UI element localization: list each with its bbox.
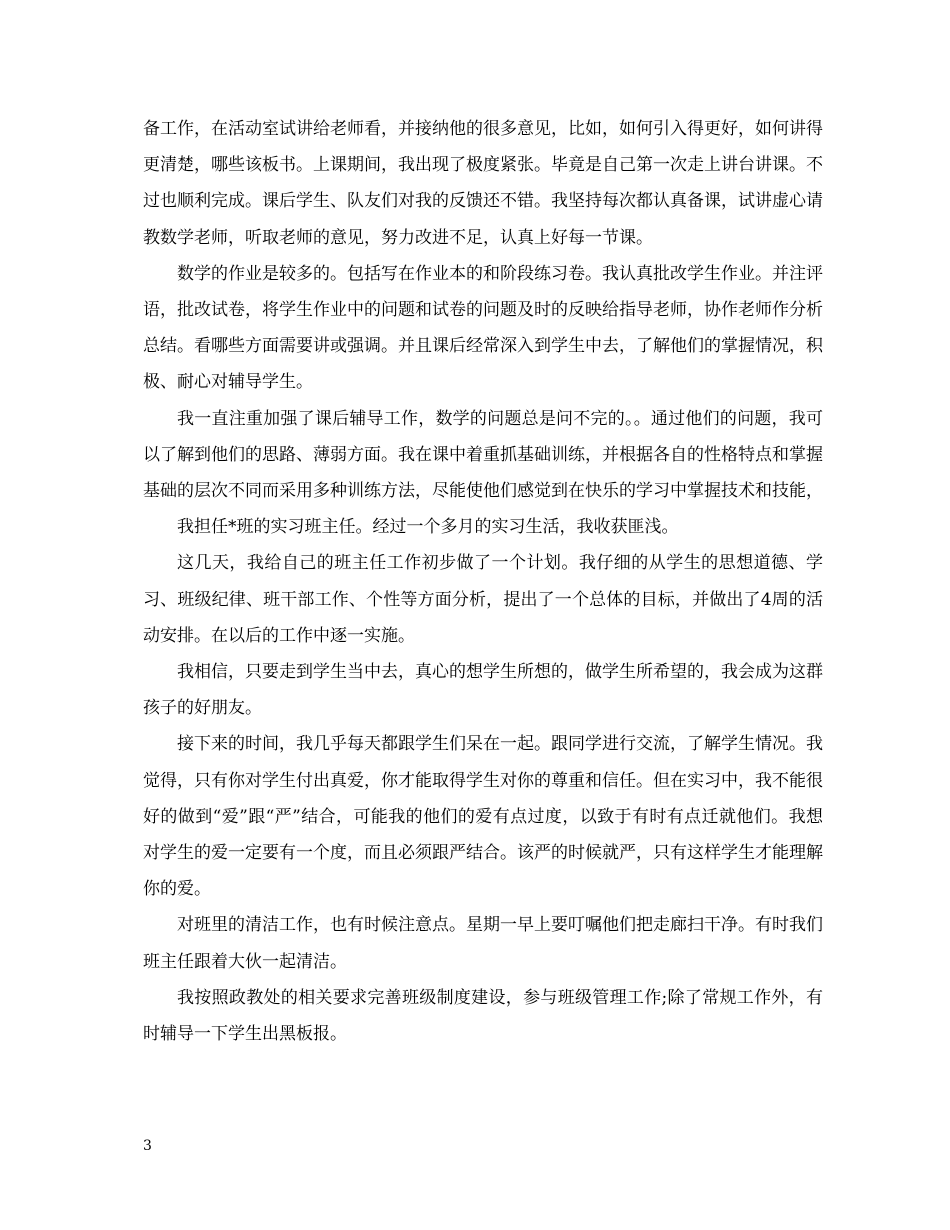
page-number: 3 (143, 1138, 152, 1154)
paragraph-6: 我相信，只要走到学生当中去，真心的想学生所想的，做学生所希望的，我会成为这群孩子的好朋友。 (143, 662, 823, 719)
paragraph-5: 这几天，我给自己的班主任工作初步做了一个计划。我仔细的从学生的思想道德、学习、班级纪律、班干部工作、个性等方面分析，提出了一个总体的目标，并做出了4周的活动安排。在以后的工作中逐一实施。 (143, 553, 823, 646)
paragraph-4: 我担任*班的实习班主任。经过一个多月的实习生活，我收获匪浅。 (177, 517, 679, 538)
paragraph-9: 我按照政教处的相关要求完善班级制度建设，参与班级管理工作;除了常规工作外，有时辅导一下学生出黑板报。 (143, 987, 823, 1045)
paragraph-1: 备工作，在活动室试讲给老师看，并接纳他的很多意见，比如，如何引入得更好，如何讲得更清楚，哪些该板书。上课期间，我出现了极度紧张。毕竟是自己第一次走上讲台讲课。不过也顺利完成。课后学生、队友们对我的反馈还不错。我坚持每次都认真备课，试讲虚心请教数学老师，听取老师的意见，努力改进不足，认真上好每一节课。 (143, 119, 823, 248)
paragraph-2: 数学的作业是较多的。包括写在作业本的和阶段练习卷。我认真批改学生作业。并注评语，批改试卷，将学生作业中的问题和试卷的问题及时的反映给指导老师，协作老师作分析总结。看哪些方面需要讲或强调。并且课后经常深入到学生中去，了解他们的掌握情况，积极、耐心对辅导学生。 (143, 263, 823, 393)
paragraph-7: 接下来的时间，我几乎每天都跟学生们呆在一起。跟同学进行交流，了解学生情况。我觉得，只有你对学生付出真爱，你才能取得学生对你的尊重和信任。但在实习中，我不能很好的做到“爱”跟“严”结合，可能我的他们的爱有点过度，以致于有时有点迁就他们。我想对学生的爱一定要有一个度，而且必须跟严结合。该严的时候就严，只有这样学生才能理解你的爱。 (143, 734, 823, 900)
paragraph-3: 我一直注重加强了课后辅导工作，数学的问题总是问不完的。。通过他们的问题，我可以了解到他们的思路、薄弱方面。我在课中着重抓基础训练，并根据各自的性格特点和掌握基础的层次不同而采用多种训练方法，尽能使他们感觉到在快乐的学习中掌握技术和技能， (143, 408, 823, 502)
document-body (143, 111, 823, 1052)
paragraph-8: 对班里的清洁工作，也有时候注意点。星期一早上要叮嘱他们把走廊扫干净。有时我们班主任跟着大伙一起清洁。 (143, 915, 823, 972)
